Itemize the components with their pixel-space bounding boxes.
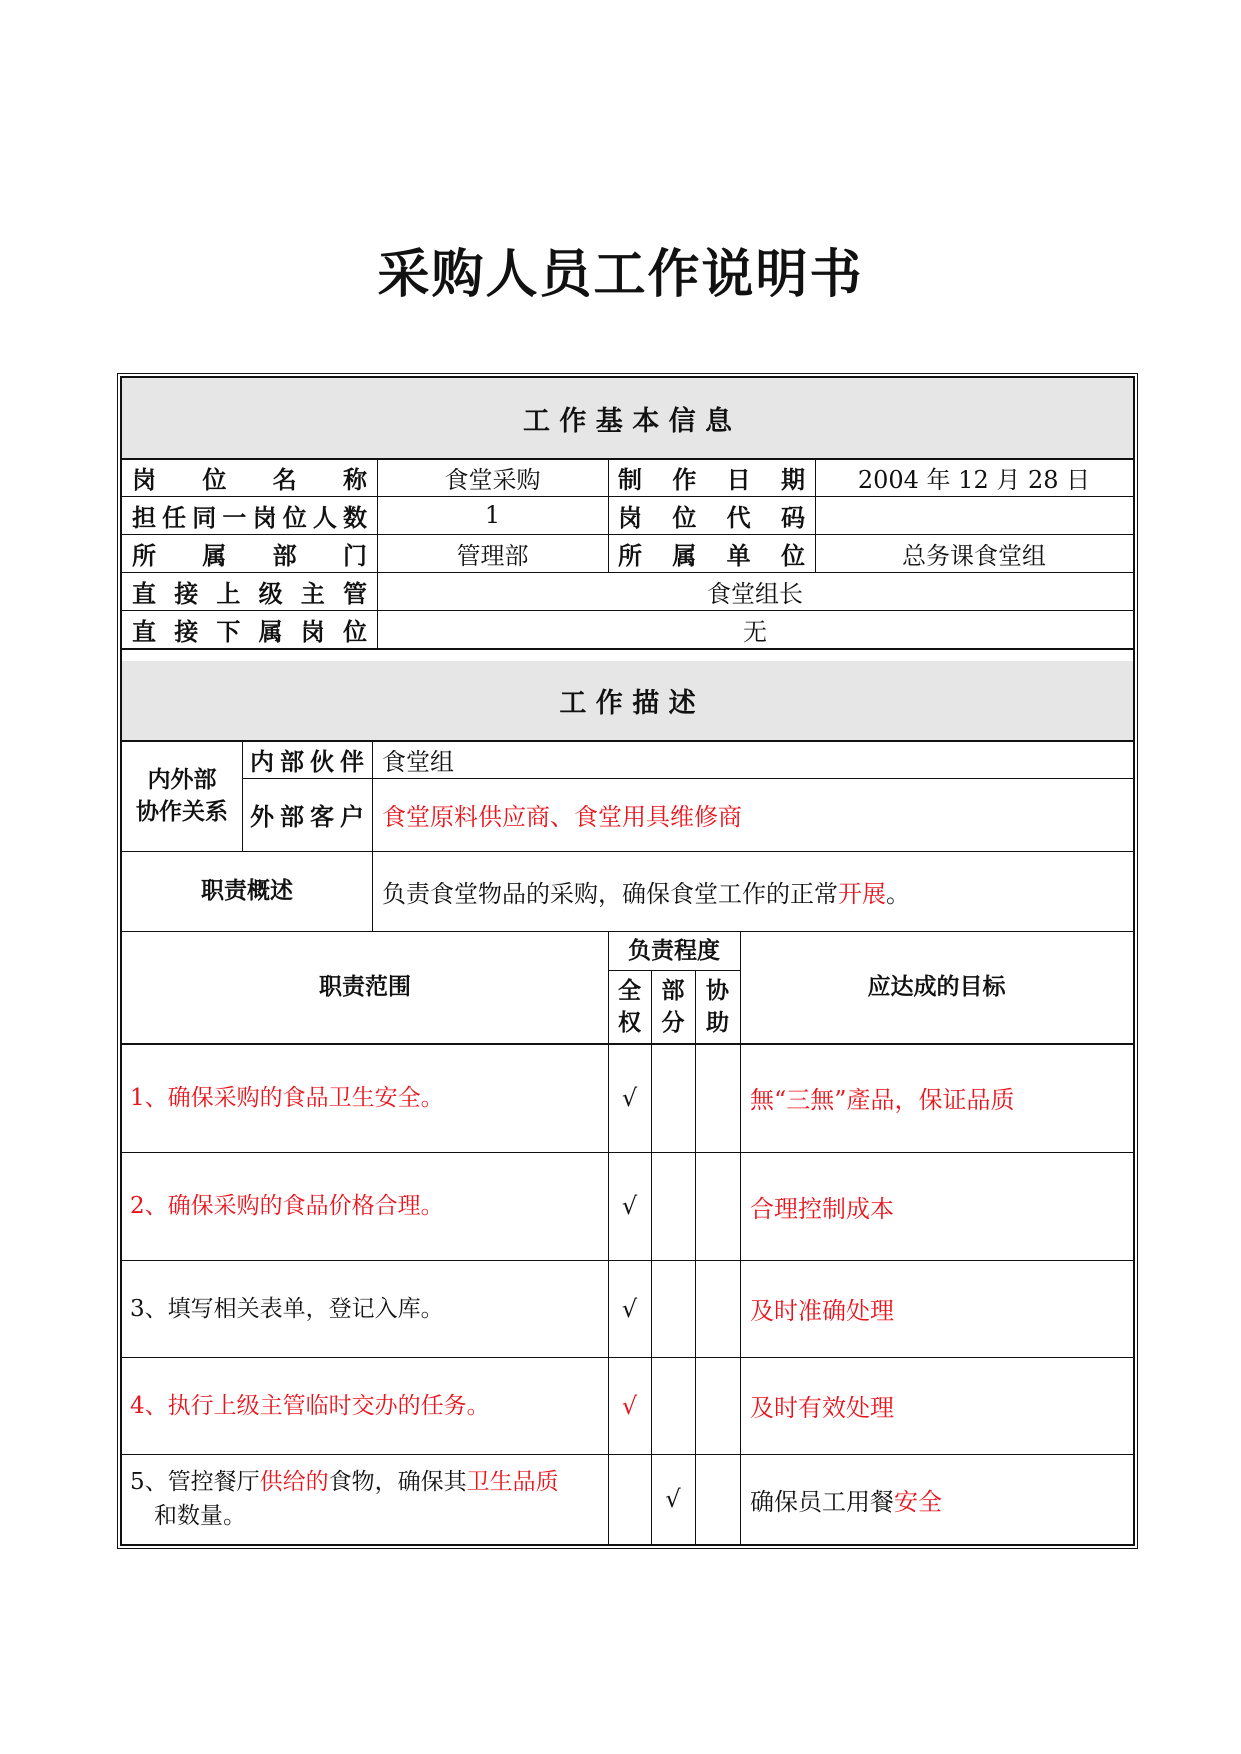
duty-row-5-goal: 确保员工用餐 安全 bbox=[750, 1487, 942, 1516]
relations-label: 内外部 协作关系 bbox=[136, 766, 228, 825]
duty-row-4-part bbox=[651, 1357, 695, 1454]
external-client-value: 食堂原料供应商、食堂用具维修商 bbox=[382, 803, 742, 831]
duty-row-3-assist bbox=[695, 1260, 740, 1357]
duty-row-1-assist bbox=[695, 1043, 740, 1152]
section-job-description: 工 作 描 述 bbox=[559, 688, 696, 719]
job-description-table bbox=[120, 376, 1135, 1546]
duty-row-5-assist bbox=[695, 1454, 740, 1544]
full-authority-header: 全 权 bbox=[618, 977, 641, 1036]
duty-row-1-goal: 無“三無”產品，保证品质 bbox=[750, 1086, 1015, 1114]
headcount-value: 1 bbox=[484, 501, 501, 529]
duty-row-2-task: 2、确保采购的食品价格合理。 bbox=[130, 1193, 444, 1219]
summary-text: 负责食堂物品的采购，确保食堂工作的正常 开展 。 bbox=[382, 879, 910, 908]
post-code-value bbox=[815, 496, 1133, 534]
date-label: 制 作 日 期 bbox=[618, 465, 805, 494]
duty-row-2-part bbox=[651, 1152, 695, 1260]
dept-value: 管理部 bbox=[456, 541, 529, 570]
duty-scope-header: 职责范围 bbox=[319, 974, 411, 1000]
duty-row-1-task: 1、确保采购的食品卫生安全。 bbox=[130, 1084, 444, 1111]
duty-row-1-part bbox=[651, 1043, 695, 1152]
duty-row-3-part bbox=[651, 1260, 695, 1357]
duty-row-3-goal: 及时准确处理 bbox=[750, 1297, 894, 1325]
supervisor-value: 食堂组长 bbox=[707, 579, 803, 608]
date-value: 2004 年 12 月 28 日 bbox=[857, 465, 1091, 494]
responsibility-degree-header: 负责程度 bbox=[628, 937, 720, 964]
subordinate-label: 直 接 下 属 岗 位 bbox=[132, 617, 367, 646]
headcount-label: 担 任 同 一 岗 位 人 数 bbox=[132, 503, 367, 532]
duty-row-4-task: 4、执行上级主管临时交办的任务。 bbox=[130, 1392, 490, 1419]
duty-row-2-full: √ bbox=[621, 1192, 638, 1220]
post-code-label: 岗 位 代 码 bbox=[618, 503, 805, 532]
duty-row-2-goal: 合理控制成本 bbox=[750, 1194, 894, 1223]
duty-row-5-full bbox=[608, 1454, 651, 1544]
duty-row-4-goal: 及时有效处理 bbox=[750, 1394, 894, 1422]
external-client-label: 外 部 客 户 bbox=[250, 803, 364, 831]
internal-partner-label: 内 部 伙 伴 bbox=[250, 747, 364, 776]
post-name-label: 岗 位 名 称 bbox=[132, 465, 367, 494]
partial-header: 部 分 bbox=[661, 977, 685, 1036]
duty-row-3-task: 3、填写相关表单，登记入库。 bbox=[130, 1295, 444, 1322]
summary-label: 职责概述 bbox=[201, 878, 293, 904]
subordinate-value: 无 bbox=[743, 617, 767, 646]
unit-label: 所 属 单 位 bbox=[618, 541, 805, 570]
duty-row-3-full: √ bbox=[621, 1294, 638, 1323]
post-name-value: 食堂采购 bbox=[444, 465, 541, 494]
document-title: 采购人员工作说明书 bbox=[377, 245, 864, 305]
duty-row-2-assist bbox=[695, 1152, 740, 1260]
duty-row-5-task: 5、管控餐厅供给的食物，确保其卫生品质 和数量。 bbox=[130, 1469, 559, 1529]
goal-header: 应达成的目标 bbox=[867, 974, 1006, 1000]
dept-label: 所 属 部 门 bbox=[132, 541, 367, 570]
assist-header: 协 助 bbox=[706, 977, 729, 1036]
section-basic-info: 工 作 基 本 信 息 bbox=[523, 405, 732, 437]
duty-row-1-full: √ bbox=[621, 1083, 638, 1112]
duty-row-4-assist bbox=[695, 1357, 740, 1454]
duty-row-5-part: √ bbox=[665, 1485, 681, 1513]
internal-partner-value: 食堂组 bbox=[382, 747, 454, 776]
duty-row-4-full: √ bbox=[621, 1391, 638, 1420]
supervisor-label: 直 接 上 级 主 管 bbox=[132, 579, 367, 608]
unit-value: 总务课食堂组 bbox=[902, 541, 1046, 570]
